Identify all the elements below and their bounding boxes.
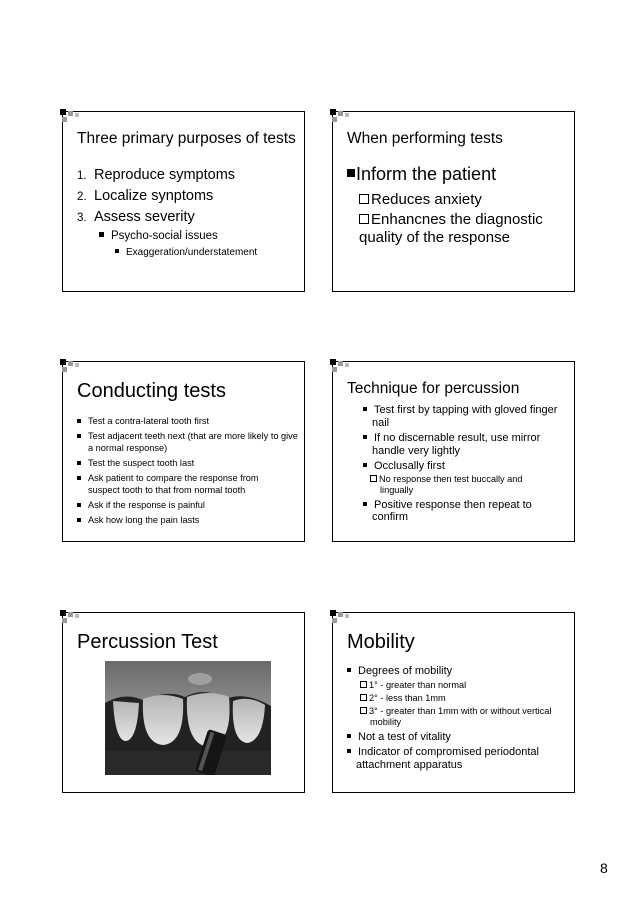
slide-corner-ornament [330,109,354,123]
square-bullet-icon [363,463,367,467]
square-bullet-icon [115,249,119,253]
list-item: Inform the patient [347,164,566,191]
list-item: Ask how long the pain lasts [77,514,296,526]
page-number: 8 [600,860,608,876]
slide-title: Mobility [347,631,415,653]
slide-corner-ornament [60,359,84,373]
sub-item: Psycho-social issues [99,230,296,247]
list-item: Indicator of compromised periodontal attachment apparatus [347,746,556,771]
sub-item: No response then test buccally and lingually [370,474,555,496]
square-bullet-icon [363,502,367,506]
numbered-list [77,167,296,230]
slide-body [77,415,296,526]
square-bullet-icon [363,407,367,411]
sub-item: 3° - greater than 1mm with or without vertical mobility [360,706,570,728]
slide-title: Conducting tests [77,380,226,402]
list-item: Not a test of vitality [347,731,566,744]
slide-body [77,167,296,258]
list-item: Ask patient to compare the response from suspect tooth to that from normal tooth [77,472,288,496]
slide-body [347,164,566,247]
square-bullet-icon [99,232,104,237]
slide-corner-ornament [330,610,354,624]
sub-sub-item: Exaggeration/understatement [115,247,296,258]
bullet-list [77,415,296,526]
sub-item: 1° - greater than normal [360,680,566,691]
slide-when-performing [332,111,575,292]
teeth-photo [105,661,271,775]
slide-body [363,404,566,524]
hollow-square-bullet-icon [370,475,377,482]
hollow-square-bullet-icon [360,694,367,701]
slide-title: Three primary purposes of tests [77,130,296,147]
list-item: 1. Reproduce symptoms [77,167,236,183]
hollow-square-bullet-icon [359,214,369,224]
list-item: Positive response then repeat to confirm [363,499,542,524]
square-bullet-icon [347,169,355,177]
slide-title: When performing tests [347,130,503,147]
square-bullet-icon [363,435,367,439]
sub-item: 2° - less than 1mm [360,693,566,704]
list-item: If no discernable result, use mirror handle very lightly [363,432,552,457]
square-bullet-icon [347,734,351,738]
slide-title: Technique for percussion [347,380,520,397]
square-bullet-icon [77,461,81,465]
teeth-illustration [105,661,271,775]
list-item: 3. Assess severity [77,209,195,225]
hollow-square-bullet-icon [360,681,367,688]
hollow-square-bullet-icon [359,194,369,204]
square-bullet-icon [77,434,81,438]
slide-title: Percussion Test [77,631,218,653]
list-item: Test first by tapping with gloved finger nail [363,404,562,429]
slide-corner-ornament [330,359,354,373]
list-item: Test the suspect tooth last [77,457,296,469]
square-bullet-icon [77,503,81,507]
sub-item: Reduces anxiety [359,191,566,211]
slide-body [347,665,566,771]
square-bullet-icon [347,668,351,672]
list-item: Degrees of mobility [347,665,566,678]
slide-corner-ornament [60,109,84,123]
list-item: Ask if the response is painful [77,499,296,511]
slide-mobility [332,612,575,793]
square-bullet-icon [77,419,81,423]
list-item: 2. Localize synptoms [77,188,214,204]
square-bullet-icon [347,749,351,753]
list-item: Test adjacent teeth next (that are more likely to give a normal response) [77,430,300,454]
slide-corner-ornament [60,610,84,624]
list-item: Test a contra-lateral tooth first [77,415,296,427]
sub-item: Enhancnes the diagnostic quality of the response [359,211,543,246]
slide-conducting-tests [62,361,305,542]
square-bullet-icon [77,476,81,480]
list-item: Occlusally first [363,460,566,473]
square-bullet-icon [77,518,81,522]
bullet-list [363,404,566,524]
slide-three-purposes [62,111,305,292]
hollow-square-bullet-icon [360,707,367,714]
slide-percussion-test [62,612,305,793]
slide-technique-percussion [332,361,575,542]
